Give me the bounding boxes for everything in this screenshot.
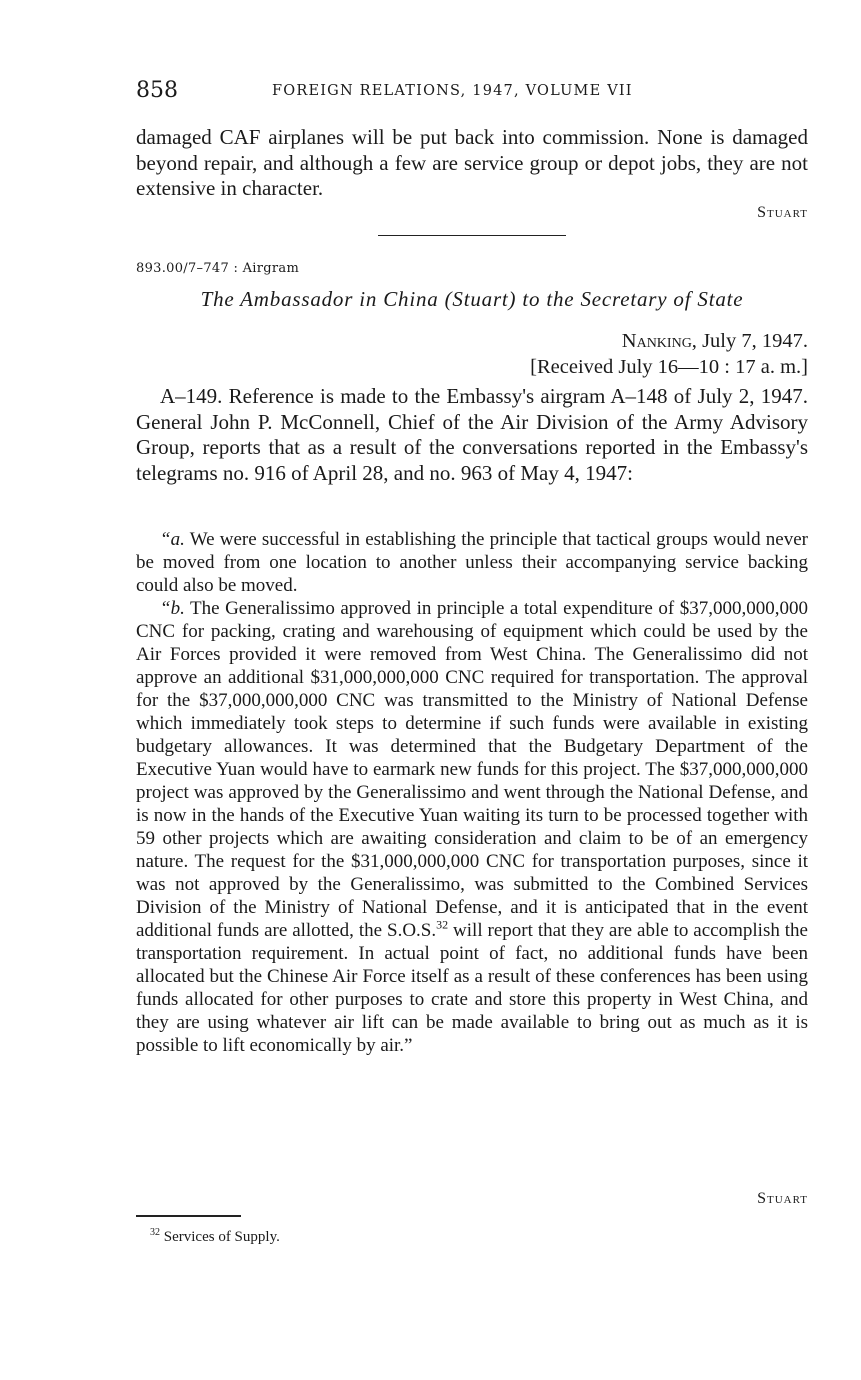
footnote-text: Services of Supply. [160, 1229, 280, 1245]
section-divider [378, 235, 566, 236]
intro-paragraph: A–149. Reference is made to the Embassy's airgram A–148 of July 2, 1947. General John P. McConnell, Chief of the Air Division of the Army Advisory Group, reports that as a result of the conversations reported in the Embassy's telegrams no. 916 of April 28, and no. 963 of May 4, 1947: [136, 384, 808, 485]
quote-b-text-1: The Generalissimo approved in principle a total expenditure of $37,000,000,000 CNC for packing, crating and warehousing of equipment which could be used by the Air Forces provided it were removed from West China. The Generalissimo did not approve an additional $31,000,000,000 CNC required for transportation. The approval for the $37,000,000,000 CNC was transmitted to the Ministry of National Defense which immediately took steps to determine if such funds were available in existing budgetary allowances. It was determined that the Budgetary Department of the Executive Yuan would have to earmark new funds for this project. The $37,000,000,000 project was approved by the Generalissimo and went through the National Defense, and is now in the hands of the Executive Yuan waiting its turn to be processed together with 59 other projects which are awaiting consideration and claim to be of an emergency nature. The request for the $31,000,000,000 CNC for transportation purposes, since it was not approved by the Generalissimo, was submitted to the Combined Services Division of the Ministry of National Defense, and it is anticipated that in the event additional funds are allotted, the S.O.S. [136, 598, 808, 941]
quote-item-b [136, 597, 808, 1057]
quote-a-label: “a. [160, 529, 185, 550]
running-title: FOREIGN RELATIONS, 1947, VOLUME VII [272, 83, 633, 99]
quote-b-label: “b. [160, 598, 185, 619]
quote-a-text: We were successful in establishing the principle that tactical groups would never be moved from one location to another unless their accompanying service backing could also be moved. [136, 529, 808, 596]
footnote [150, 1227, 280, 1246]
document-heading: The Ambassador in China (Stuart) to the Secretary of State [200, 287, 744, 311]
file-reference: 893.00/7–747 : Airgram [136, 261, 300, 276]
footnote-rule [136, 1215, 241, 1217]
page-number: 858 [136, 78, 178, 103]
continuation-paragraph: damaged CAF airplanes will be put back into commission. None is damaged beyond repair, and although a few are service group or depot jobs, they are not extensive in character. [136, 125, 808, 200]
signature-stuart-2: Stuart [757, 1190, 808, 1207]
footnote-number: 32 [150, 1227, 160, 1238]
quote-item-a [136, 528, 808, 597]
received-line: [Received July 16—10 : 17 a. m.] [530, 356, 808, 378]
footnote-reference[interactable]: 32 [436, 917, 449, 932]
signature-stuart-1: Stuart [757, 204, 808, 221]
dateline-date: July 7, 1947. [696, 330, 808, 352]
dateline-place: Nanking, [621, 330, 697, 352]
quote-b-text-2: will report that they are able to accomplish the transportation requirement. In actual point of fact, no additional funds have been allocated but the Chinese Air Force itself as a result of these conferences has been using funds allocated for other purposes to crate and store this property in West China, and they are using whatever air lift can be made available to bring out as much as it is possible to lift economically by air.” [136, 920, 808, 1056]
running-header [136, 78, 808, 108]
quoted-report [136, 528, 808, 1057]
dateline [622, 330, 808, 353]
